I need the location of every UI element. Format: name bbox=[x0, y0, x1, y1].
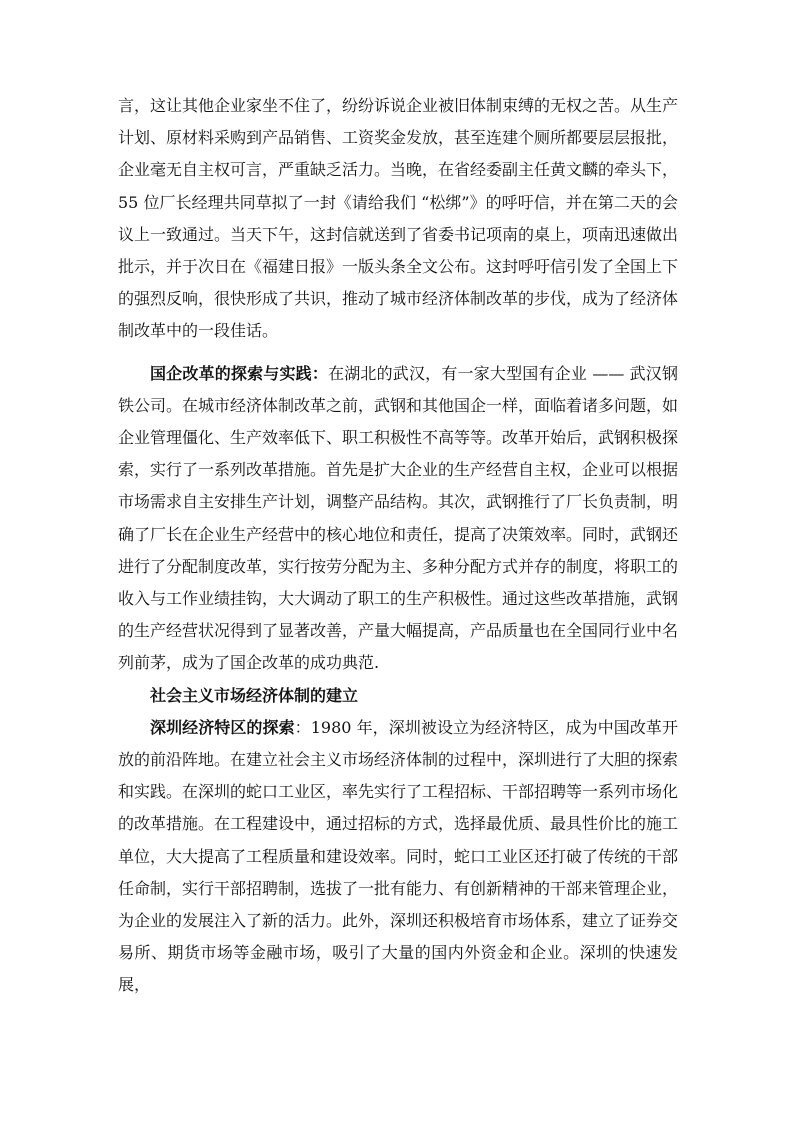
paragraph-shenzhen-sez bbox=[118, 712, 678, 1002]
paragraph-body-soe-reform: 在湖北的武汉，有一家大型国有企业 —— 武汉钢铁公司。在城市经济体制改革之前，武钢和其他国企一样，面临着诸多问题，如企业管理僵化、生产效率低下、职工积极性不高等等。改革开始后，武钢积极探索，实行了一系列改革措施。首先是扩大企业的生产经营自主权，企业可以根据市场需求自主安排生产计划，调整产品结构。其次，武钢推行了厂长负责制，明确了厂长在企业生产经营中的核心地位和责任，提高了决策效率。同时，武钢还进行了分配制度改革，实行按劳分配为主、多种分配方式并存的制度，将职工的收入与工作业绩挂钩，大大调动了职工的生产积极性。通过这些改革措施，武钢的生产经营状况得到了显著改善，产量大幅提高，产品质量也在全国同行业中名列前茅，成为了国企改革的成功典范. bbox=[118, 363, 679, 673]
document-page bbox=[118, 90, 678, 1002]
paragraph-lead-shenzhen: 深圳经济特区的探索 bbox=[150, 717, 295, 737]
paragraph-fujian-letter: 言，这让其他企业家坐不住了，纷纷诉说企业被旧体制束缚的无权之苦。从生产计划、原材料采购到产品销售、工资奖金发放，甚至连建个厕所都要层层报批，企业毫无自主权可言，严重缺乏活力。当晚，在省经委副主任黄文麟的牵头下，55 位厂长经理共同草拟了一封《请给我们 “松绑”》的呼吁信，并在第二天的会议上一致通过。当天下午，这封信就送到了省委书记项南的桌上，项南迅速做出批示，并于次日在《福建日报》一版头条全文公布。这封呼吁信引发了全国上下的强烈反响，很快形成了共识，推动了城市经济体制改革的步伐，成为了经济体制改革中的一段佳话。 bbox=[118, 96, 679, 341]
paragraph-body-shenzhen: ：1980 年，深圳被设立为经济特区，成为中国改革开放的前沿阵地。在建立社会主义市场经济体制的过程中，深圳进行了大胆的探索和实践。在深圳的蛇口工业区，率先实行了工程招标、干部招聘等一系列市场化的改革措施。在工程建设中，通过招标的方式，选择最优质、最具性价比的施工单位，大大提高了工程质量和建设效率。同时，蛇口工业区还打破了传统的干部任命制，实行干部招聘制，选拔了一批有能力、有创新精神的干部来管理企业，为企业的发展注入了新的活力。此外，深圳还积极培育市场体系，建立了证券交易所、期货市场等金融市场，吸引了大量的国内外资金和企业。深圳的快速发展， bbox=[118, 717, 679, 995]
section-heading: 社会主义市场经济体制的建立 bbox=[150, 685, 359, 705]
paragraph-lead-soe-reform: 国企改革的探索与实践： bbox=[150, 363, 329, 383]
paragraph-wisco-reform bbox=[118, 358, 678, 680]
